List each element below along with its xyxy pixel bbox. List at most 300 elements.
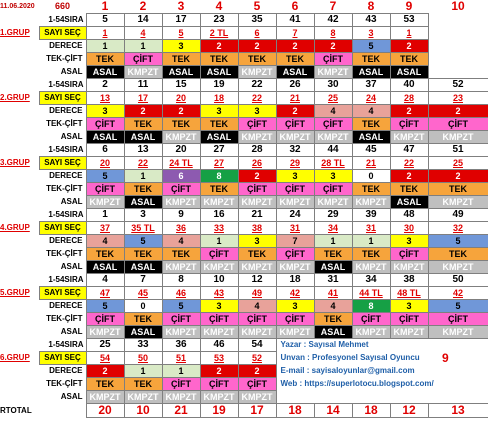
number-cell[interactable]: 21 bbox=[238, 209, 276, 222]
asal-cell: ASAL bbox=[86, 131, 124, 144]
derece-cell: 1 bbox=[124, 365, 162, 378]
tek-cift-cell: TEK bbox=[390, 53, 428, 66]
column-header-7: 7 bbox=[329, 0, 337, 13]
pick-cell[interactable]: 23 bbox=[428, 92, 488, 105]
asal-label: ASAL bbox=[60, 197, 83, 206]
asal-label: ASAL bbox=[60, 327, 83, 336]
asal-cell: ASAL bbox=[200, 66, 238, 79]
number-cell[interactable]: 29 bbox=[314, 209, 352, 222]
sayi-sec-button[interactable]: SAYI SEÇ bbox=[39, 352, 86, 365]
pick-cell[interactable]: 21 bbox=[276, 92, 314, 105]
asal-cell: KMPZT bbox=[276, 196, 314, 209]
number-cell[interactable]: 4 bbox=[86, 274, 124, 287]
sira-label: 1-54SIRA bbox=[48, 274, 84, 284]
number-cell[interactable]: 40 bbox=[390, 79, 428, 92]
number-cell[interactable]: 51 bbox=[428, 144, 488, 157]
pick-cell[interactable]: 28 TL bbox=[314, 157, 352, 170]
number-cell[interactable]: 3 bbox=[124, 209, 162, 222]
empty-cell bbox=[0, 339, 39, 352]
derece-cell: 2 bbox=[314, 40, 352, 53]
tek-cift-cell: ÇİFT bbox=[314, 53, 352, 66]
asal-cell: KMPZT bbox=[162, 131, 200, 144]
pick-cell[interactable]: 52 bbox=[238, 352, 276, 365]
pick-cell[interactable]: 13 bbox=[86, 92, 124, 105]
number-cell[interactable]: 42 bbox=[314, 14, 352, 27]
empty-cell bbox=[0, 118, 39, 131]
number-cell[interactable]: 27 bbox=[200, 144, 238, 157]
pick-cell[interactable]: 21 bbox=[352, 157, 390, 170]
column-header-6: 6 bbox=[291, 0, 299, 13]
empty-cell bbox=[428, 66, 488, 79]
derece-label: DERECE bbox=[49, 236, 83, 246]
asal-cell: KMPZT bbox=[314, 196, 352, 209]
derece-cell: 2 bbox=[390, 105, 428, 118]
tek-cift-cell: ÇİFT bbox=[276, 313, 314, 326]
asal-cell: KMPZT bbox=[238, 326, 276, 339]
rtotal-label: RTOTAL bbox=[0, 406, 32, 415]
tek-cift-cell: TEK bbox=[314, 248, 352, 261]
number-cell[interactable]: 2 bbox=[86, 79, 124, 92]
tek-cift-cell: TEK bbox=[162, 53, 200, 66]
asal-cell: ASAL bbox=[124, 326, 162, 339]
pick-cell[interactable]: 41 bbox=[314, 287, 352, 300]
derece-label: DERECE bbox=[49, 106, 83, 116]
tek-cift-cell: TEK bbox=[314, 313, 352, 326]
empty-cell bbox=[390, 391, 428, 404]
pick-cell[interactable]: 4 bbox=[124, 27, 162, 40]
asal-cell: KMPZT bbox=[390, 326, 428, 339]
pick-cell[interactable]: 24 bbox=[352, 92, 390, 105]
asal-cell: ASAL bbox=[390, 66, 428, 79]
pick-cell[interactable]: 36 bbox=[162, 222, 200, 235]
derece-cell: 5 bbox=[86, 170, 124, 183]
number-cell[interactable]: 30 bbox=[314, 79, 352, 92]
pick-cell[interactable]: 44 TL bbox=[352, 287, 390, 300]
pick-cell[interactable]: 20 bbox=[86, 157, 124, 170]
derece-cell: 4 bbox=[314, 105, 352, 118]
tek-cift-cell: TEK bbox=[428, 248, 488, 261]
asal-cell: KMPZT bbox=[428, 196, 488, 209]
number-cell[interactable]: 13 bbox=[124, 144, 162, 157]
asal-cell: ASAL bbox=[200, 131, 238, 144]
pick-cell[interactable]: 29 bbox=[276, 157, 314, 170]
number-cell[interactable]: 39 bbox=[352, 209, 390, 222]
sayi-sec-button[interactable]: SAYI SEÇ bbox=[39, 27, 86, 40]
asal-label: ASAL bbox=[60, 392, 83, 401]
number-cell[interactable]: 15 bbox=[162, 79, 200, 92]
pick-cell[interactable]: 51 bbox=[162, 352, 200, 365]
pick-cell[interactable]: 48 TL bbox=[390, 287, 428, 300]
pick-cell[interactable]: 32 bbox=[428, 222, 488, 235]
pick-cell[interactable]: 54 bbox=[86, 352, 124, 365]
draw-date: 11.06.2020 bbox=[0, 3, 35, 11]
derece-cell: 1 bbox=[352, 235, 390, 248]
number-cell[interactable]: 49 bbox=[428, 209, 488, 222]
derece-cell: 2 bbox=[200, 365, 238, 378]
derece-cell: 3 bbox=[200, 105, 238, 118]
pick-cell[interactable]: 31 bbox=[352, 222, 390, 235]
derece-cell: 2 bbox=[162, 105, 200, 118]
derece-cell: 2 bbox=[238, 170, 276, 183]
asal-cell: KMPZT bbox=[390, 131, 428, 144]
asal-cell: KMPZT bbox=[200, 391, 238, 404]
derece-cell: 5 bbox=[428, 300, 488, 313]
pick-cell[interactable]: 26 bbox=[238, 157, 276, 170]
empty-cell bbox=[0, 144, 39, 157]
asal-cell: KMPZT bbox=[238, 196, 276, 209]
pick-cell[interactable]: 37 bbox=[86, 222, 124, 235]
tek-cift-label: TEK-ÇİFT bbox=[46, 184, 83, 193]
pick-cell[interactable]: 53 bbox=[200, 352, 238, 365]
pick-cell[interactable]: 33 bbox=[200, 222, 238, 235]
sayi-sec-button[interactable]: SAYI SEÇ bbox=[39, 222, 86, 235]
number-cell[interactable]: 38 bbox=[390, 274, 428, 287]
tek-cift-cell: TEK bbox=[162, 248, 200, 261]
number-cell[interactable]: 34 bbox=[352, 274, 390, 287]
number-cell[interactable]: 31 bbox=[314, 274, 352, 287]
column-header-9: 9 bbox=[405, 0, 413, 13]
derece-cell: 3 bbox=[314, 170, 352, 183]
empty-cell bbox=[0, 274, 39, 287]
empty-cell bbox=[0, 183, 39, 196]
number-cell[interactable]: 19 bbox=[200, 79, 238, 92]
pick-cell[interactable]: 42 bbox=[276, 287, 314, 300]
number-cell[interactable]: 33 bbox=[124, 339, 162, 352]
asal-cell: ASAL bbox=[352, 131, 390, 144]
pick-cell[interactable]: 43 bbox=[200, 287, 238, 300]
info-web[interactable]: Web : https://superlotocu.blogspot.com/ bbox=[280, 379, 434, 388]
derece-cell: 2 bbox=[200, 40, 238, 53]
empty-cell bbox=[276, 391, 314, 404]
empty-cell bbox=[0, 300, 39, 313]
empty-cell bbox=[0, 131, 39, 144]
empty-cell bbox=[0, 196, 39, 209]
tek-cift-cell: ÇİFT bbox=[162, 378, 200, 391]
rtotal-value: 19 bbox=[200, 404, 238, 418]
pick-cell[interactable]: 35 TL bbox=[124, 222, 162, 235]
pick-cell[interactable]: 47 bbox=[86, 287, 124, 300]
pick-cell[interactable]: 28 bbox=[390, 92, 428, 105]
derece-cell: 2 bbox=[276, 105, 314, 118]
pick-cell[interactable]: 18 bbox=[200, 92, 238, 105]
asal-cell: KMPZT bbox=[200, 326, 238, 339]
tek-cift-cell: TEK bbox=[352, 53, 390, 66]
number-cell[interactable]: 1 bbox=[86, 209, 124, 222]
pick-cell[interactable]: 22 bbox=[238, 92, 276, 105]
rtotal-value: 20 bbox=[86, 404, 124, 418]
asal-cell: KMPZT bbox=[238, 66, 276, 79]
tek-cift-cell: ÇİFT bbox=[200, 378, 238, 391]
derece-label: DERECE bbox=[49, 301, 83, 311]
asal-cell: KMPZT bbox=[352, 196, 390, 209]
info-unvan: Unvan : Profesyonel Sayısal Oyuncu bbox=[280, 353, 420, 362]
derece-cell: 0 bbox=[124, 300, 162, 313]
number-cell[interactable]: 16 bbox=[200, 209, 238, 222]
pick-cell[interactable]: 1 bbox=[86, 27, 124, 40]
pick-cell[interactable]: 5 bbox=[162, 27, 200, 40]
asal-cell: KMPZT bbox=[200, 196, 238, 209]
tek-cift-cell: ÇİFT bbox=[86, 313, 124, 326]
asal-label: ASAL bbox=[60, 67, 83, 76]
tek-cift-cell: TEK bbox=[276, 53, 314, 66]
tek-cift-cell: ÇİFT bbox=[124, 53, 162, 66]
empty-cell bbox=[0, 53, 39, 66]
empty-cell bbox=[39, 404, 86, 418]
empty-cell bbox=[0, 209, 39, 222]
derece-cell: 2 bbox=[124, 105, 162, 118]
asal-cell: ASAL bbox=[86, 66, 124, 79]
tek-cift-cell: TEK bbox=[124, 248, 162, 261]
pick-cell[interactable]: 46 bbox=[162, 287, 200, 300]
derece-label: DERECE bbox=[49, 171, 83, 181]
tek-cift-cell: TEK bbox=[200, 183, 238, 196]
derece-cell: 2 bbox=[238, 365, 276, 378]
tek-cift-cell: TEK bbox=[200, 53, 238, 66]
tek-cift-cell: TEK bbox=[200, 118, 238, 131]
derece-cell: 3 bbox=[390, 300, 428, 313]
group-label: 2.GRUP bbox=[0, 93, 30, 102]
pick-cell[interactable]: 1 bbox=[390, 27, 428, 40]
pick-cell[interactable]: 42 bbox=[428, 287, 488, 300]
column-header-3: 3 bbox=[177, 0, 185, 13]
number-cell[interactable]: 17 bbox=[162, 14, 200, 27]
empty-cell bbox=[0, 391, 39, 404]
tek-cift-cell: TEK bbox=[124, 378, 162, 391]
asal-cell: KMPZT bbox=[238, 261, 276, 274]
asal-cell: KMPZT bbox=[428, 261, 488, 274]
number-cell[interactable]: 23 bbox=[200, 14, 238, 27]
info-email[interactable]: E-mail : sayisaloyunlar@gmail.com bbox=[280, 366, 415, 375]
pick-cell[interactable]: 38 bbox=[238, 222, 276, 235]
tek-cift-cell: ÇİFT bbox=[86, 183, 124, 196]
number-cell[interactable]: 43 bbox=[352, 14, 390, 27]
empty-cell bbox=[0, 40, 39, 53]
number-cell[interactable]: 7 bbox=[124, 274, 162, 287]
tek-cift-cell: TEK bbox=[86, 53, 124, 66]
tek-cift-cell: ÇİFT bbox=[238, 378, 276, 391]
pick-cell[interactable]: 49 bbox=[238, 287, 276, 300]
empty-cell bbox=[0, 235, 39, 248]
number-cell[interactable]: 35 bbox=[238, 14, 276, 27]
pick-cell[interactable]: 3 bbox=[352, 27, 390, 40]
sayi-sec-button[interactable]: SAYI SEÇ bbox=[39, 287, 86, 300]
empty-cell bbox=[428, 27, 488, 40]
derece-cell: 8 bbox=[352, 300, 390, 313]
number-cell[interactable]: 5 bbox=[86, 14, 124, 27]
number-cell[interactable]: 52 bbox=[428, 79, 488, 92]
tek-cift-cell: TEK bbox=[124, 313, 162, 326]
pick-cell[interactable]: 17 bbox=[124, 92, 162, 105]
sayi-sec-button[interactable]: SAYI SEÇ bbox=[39, 157, 86, 170]
tek-cift-cell: ÇİFT bbox=[276, 248, 314, 261]
group-total: 9 bbox=[442, 351, 449, 365]
tek-cift-label: TEK-ÇİFT bbox=[46, 314, 83, 323]
derece-cell: 4 bbox=[238, 300, 276, 313]
asal-cell: KMPZT bbox=[238, 131, 276, 144]
rtotal-value: 17 bbox=[238, 404, 276, 418]
empty-cell bbox=[0, 261, 39, 274]
number-cell[interactable]: 41 bbox=[276, 14, 314, 27]
asal-label: ASAL bbox=[60, 132, 83, 141]
column-header-8: 8 bbox=[367, 0, 375, 13]
asal-cell: ASAL bbox=[124, 261, 162, 274]
pick-cell[interactable]: 50 bbox=[124, 352, 162, 365]
asal-cell: KMPZT bbox=[124, 391, 162, 404]
column-header-10: 10 bbox=[451, 0, 465, 14]
number-cell[interactable]: 36 bbox=[162, 339, 200, 352]
pick-cell[interactable]: 25 bbox=[428, 157, 488, 170]
tek-cift-cell: ÇİFT bbox=[428, 118, 488, 131]
asal-cell: KMPZT bbox=[276, 131, 314, 144]
tek-cift-cell: ÇİFT bbox=[200, 248, 238, 261]
derece-cell: 3 bbox=[238, 105, 276, 118]
number-cell[interactable]: 26 bbox=[276, 79, 314, 92]
derece-cell: 1 bbox=[124, 40, 162, 53]
tek-cift-cell: TEK bbox=[390, 183, 428, 196]
derece-cell: 4 bbox=[352, 105, 390, 118]
derece-cell: 2 bbox=[428, 105, 488, 118]
number-cell[interactable]: 11 bbox=[124, 79, 162, 92]
tek-cift-label: TEK-ÇİFT bbox=[46, 119, 83, 128]
derece-cell: 4 bbox=[162, 235, 200, 248]
info-yazar: Yazar : Sayısal Mehmet bbox=[280, 340, 369, 350]
number-cell[interactable]: 18 bbox=[276, 274, 314, 287]
rtotal-value: 14 bbox=[314, 404, 352, 418]
tek-cift-cell: TEK bbox=[352, 183, 390, 196]
asal-cell: ASAL bbox=[390, 196, 428, 209]
pick-cell[interactable]: 24 TL bbox=[162, 157, 200, 170]
empty-cell bbox=[0, 14, 39, 27]
asal-cell: ASAL bbox=[124, 131, 162, 144]
asal-cell: KMPZT bbox=[86, 196, 124, 209]
tek-cift-cell: ÇİFT bbox=[428, 313, 488, 326]
number-cell[interactable]: 47 bbox=[390, 144, 428, 157]
derece-cell: 8 bbox=[200, 170, 238, 183]
pick-cell[interactable]: 34 bbox=[314, 222, 352, 235]
pick-cell[interactable]: 25 bbox=[314, 92, 352, 105]
derece-cell: 1 bbox=[200, 235, 238, 248]
number-cell[interactable]: 25 bbox=[86, 339, 124, 352]
sira-label: 1-54SIRA bbox=[48, 14, 84, 24]
derece-cell: 2 bbox=[86, 365, 124, 378]
empty-cell bbox=[0, 170, 39, 183]
asal-cell: KMPZT bbox=[428, 326, 488, 339]
asal-cell: KMPZT bbox=[162, 196, 200, 209]
asal-cell: KMPZT bbox=[276, 326, 314, 339]
pick-cell[interactable]: 30 bbox=[390, 222, 428, 235]
number-cell[interactable]: 8 bbox=[162, 274, 200, 287]
derece-cell: 5 bbox=[428, 235, 488, 248]
tek-cift-cell: TEK bbox=[352, 118, 390, 131]
derece-cell: 5 bbox=[352, 40, 390, 53]
pick-cell[interactable]: 6 bbox=[238, 27, 276, 40]
empty-cell bbox=[428, 391, 488, 404]
column-header-4: 4 bbox=[215, 0, 223, 13]
derece-label: DERECE bbox=[49, 366, 83, 376]
pick-cell[interactable]: 27 bbox=[200, 157, 238, 170]
empty-cell bbox=[0, 248, 39, 261]
group-label: 1.GRUP bbox=[0, 28, 30, 37]
asal-cell: KMPZT bbox=[124, 66, 162, 79]
pick-cell[interactable]: 45 bbox=[124, 287, 162, 300]
tek-cift-label: TEK-ÇİFT bbox=[46, 379, 83, 388]
number-cell[interactable]: 14 bbox=[124, 14, 162, 27]
rtotal-value: 18 bbox=[276, 404, 314, 418]
pick-cell[interactable]: 20 bbox=[162, 92, 200, 105]
number-cell[interactable]: 54 bbox=[238, 339, 276, 352]
asal-cell: KMPZT bbox=[86, 326, 124, 339]
number-cell[interactable]: 10 bbox=[200, 274, 238, 287]
pick-cell[interactable]: 22 bbox=[124, 157, 162, 170]
empty-cell bbox=[314, 391, 352, 404]
asal-cell: KMPZT bbox=[238, 391, 276, 404]
asal-cell: KMPZT bbox=[200, 261, 238, 274]
rtotal-value: 10 bbox=[124, 404, 162, 418]
derece-cell: 3 bbox=[162, 40, 200, 53]
derece-cell: 3 bbox=[238, 235, 276, 248]
derece-cell: 6 bbox=[162, 170, 200, 183]
number-cell[interactable]: 53 bbox=[390, 14, 428, 27]
asal-cell: ASAL bbox=[276, 66, 314, 79]
tek-cift-cell: ÇİFT bbox=[162, 313, 200, 326]
number-cell[interactable]: 22 bbox=[238, 79, 276, 92]
tek-cift-cell: ÇİFT bbox=[238, 313, 276, 326]
asal-cell: ASAL bbox=[314, 261, 352, 274]
asal-cell: KMPZT bbox=[276, 261, 314, 274]
pick-cell[interactable]: 8 bbox=[314, 27, 352, 40]
empty-cell bbox=[352, 391, 390, 404]
derece-cell: 5 bbox=[124, 235, 162, 248]
number-cell[interactable]: 50 bbox=[428, 274, 488, 287]
rtotal-value: 18 bbox=[352, 404, 390, 418]
derece-cell: 5 bbox=[86, 300, 124, 313]
number-cell[interactable]: 37 bbox=[352, 79, 390, 92]
asal-cell: KMPZT bbox=[428, 131, 488, 144]
number-cell[interactable]: 12 bbox=[238, 274, 276, 287]
asal-cell: KMPZT bbox=[352, 261, 390, 274]
number-cell[interactable]: 6 bbox=[86, 144, 124, 157]
number-cell[interactable]: 28 bbox=[238, 144, 276, 157]
derece-cell: 3 bbox=[276, 300, 314, 313]
asal-cell: KMPZT bbox=[162, 391, 200, 404]
tek-cift-cell: ÇİFT bbox=[162, 183, 200, 196]
derece-label: DERECE bbox=[49, 41, 83, 51]
pick-cell[interactable]: 2 TL bbox=[200, 27, 238, 40]
tek-cift-cell: TEK bbox=[238, 53, 276, 66]
number-cell[interactable]: 9 bbox=[162, 209, 200, 222]
derece-cell: 2 bbox=[390, 170, 428, 183]
tek-cift-cell: ÇİFT bbox=[390, 248, 428, 261]
empty-cell bbox=[0, 105, 39, 118]
pick-cell[interactable]: 22 bbox=[390, 157, 428, 170]
pick-cell[interactable]: 31 bbox=[276, 222, 314, 235]
sayi-sec-button[interactable]: SAYI SEÇ bbox=[39, 92, 86, 105]
empty-cell bbox=[0, 378, 39, 391]
number-cell[interactable]: 46 bbox=[200, 339, 238, 352]
derece-cell: 3 bbox=[390, 235, 428, 248]
asal-cell: ASAL bbox=[352, 66, 390, 79]
number-cell[interactable]: 44 bbox=[314, 144, 352, 157]
rtotal-value: 12 bbox=[390, 404, 428, 418]
number-cell[interactable]: 20 bbox=[162, 144, 200, 157]
number-cell[interactable]: 48 bbox=[390, 209, 428, 222]
number-cell[interactable]: 32 bbox=[276, 144, 314, 157]
group-label: 5.GRUP bbox=[0, 288, 30, 297]
empty-cell bbox=[0, 313, 39, 326]
pick-cell[interactable]: 7 bbox=[276, 27, 314, 40]
number-cell[interactable]: 24 bbox=[276, 209, 314, 222]
number-cell[interactable]: 45 bbox=[352, 144, 390, 157]
